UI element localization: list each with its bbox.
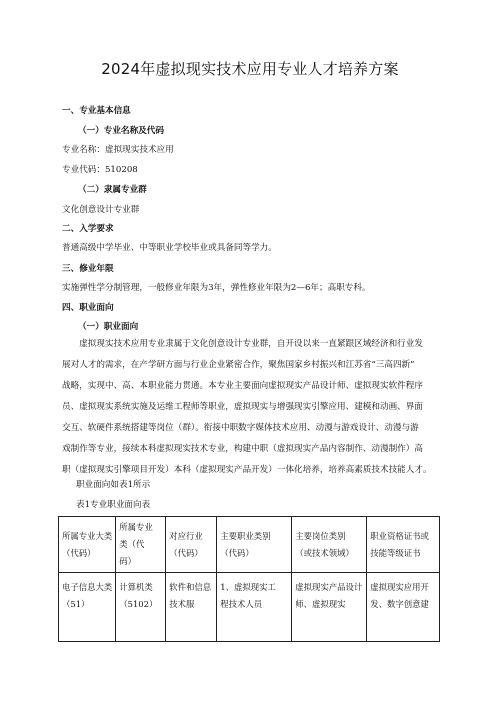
subsection-heading-4-1: （一）职业面向 <box>78 322 139 332</box>
paragraph-line: 戏制作等专业，接续本科虚拟现实技术专业，构建中职（虚拟现实产品内容制作、动漫制作）高 <box>62 444 423 454</box>
professional-group-text: 文化创意设计专业群 <box>62 205 140 215</box>
paragraph-line: 战略，实现中、高、本职业能力贯通。本专业主要面向虚拟现实产品设计师、虚拟现实软件程序 <box>62 381 423 391</box>
table-cell: 软件和信息 技术服 <box>166 573 217 642</box>
major-code-text: 专业代码：510208 <box>62 165 138 175</box>
table-header-cell: 主要职业类别 （代码） <box>217 517 292 573</box>
table-cell: 虚拟现实产品设计 师、虚拟现实 <box>292 573 367 642</box>
table-header-cell: 所属专业大类 （代码） <box>59 517 116 573</box>
paragraph-line: 职（虚拟现实引擎项目开发）本科（虚拟现实产品开发）一体化培养，培养高素质技术技能人才。 <box>62 465 432 475</box>
table-cell: 计算机类 （5102） <box>116 573 166 642</box>
table-header-cell: 职业资格证书或 技能等级证书 <box>367 517 440 573</box>
subsection-heading-1-2: （二）隶属专业群 <box>78 185 147 195</box>
section-heading-3: 三、修业年限 <box>62 264 114 274</box>
document-title: 2024年虚拟现实技术应用专业人才培养方案 <box>101 60 399 78</box>
table-header-cell: 主要岗位类别 （或技术领域） <box>292 517 367 573</box>
section-heading-2: 二、入学要求 <box>62 224 114 234</box>
major-name-text: 专业名称：虚拟现实技术应用 <box>62 145 174 155</box>
section-heading-1: 一、专业基本信息 <box>62 106 131 116</box>
table-cell: 虚拟现实应用开 发、数字创意建 <box>367 573 440 642</box>
table-header-cell: 所属专业 类（代 码） <box>116 517 166 573</box>
table-header-row <box>59 517 440 573</box>
table-header-cell: 对应行业 （代码） <box>166 517 217 573</box>
table-caption: 表1专业职业面向表 <box>76 500 151 510</box>
paragraph-line: 员、虚拟现实系统实施及运维工程师等职业，虚拟现实与增强现实引擎应用、建模和动画、界面 <box>62 402 423 412</box>
paragraph-line: 展对人才的需求，在产学研方面与行业企业紧密合作，聚焦国家乡村振兴和江苏省“三高四新” <box>62 360 415 370</box>
paragraph-line: 虚拟现实技术应用专业隶属于文化创意设计专业群，自开设以来一直紧跟区域经济和行业发 <box>62 339 423 349</box>
table-intro-text: 职业面向如表1所示 <box>76 480 151 490</box>
section-heading-4: 四、职业面向 <box>62 303 114 313</box>
career-table <box>58 516 440 642</box>
table-row <box>59 573 440 642</box>
paragraph-line: 交互、软硬件系统搭建等岗位（群）。衔接中职数字媒体技术应用、动漫与游戏设计、动漫与游 <box>62 423 419 433</box>
career-paragraph <box>62 334 442 481</box>
duration-text: 实施弹性学分制管理，一般修业年限为3年，弹性修业年限为2—6年；高职专科。 <box>62 283 371 293</box>
subsection-heading-1-1: （一）专业名称及代码 <box>78 126 164 136</box>
table-cell: 1、虚拟现实工 程技术人员 <box>217 573 292 642</box>
table-cell: 电子信息大类 （51） <box>59 573 116 642</box>
admission-text: 普通高级中学毕业、中等职业学校毕业或具备同等学力。 <box>62 243 277 253</box>
